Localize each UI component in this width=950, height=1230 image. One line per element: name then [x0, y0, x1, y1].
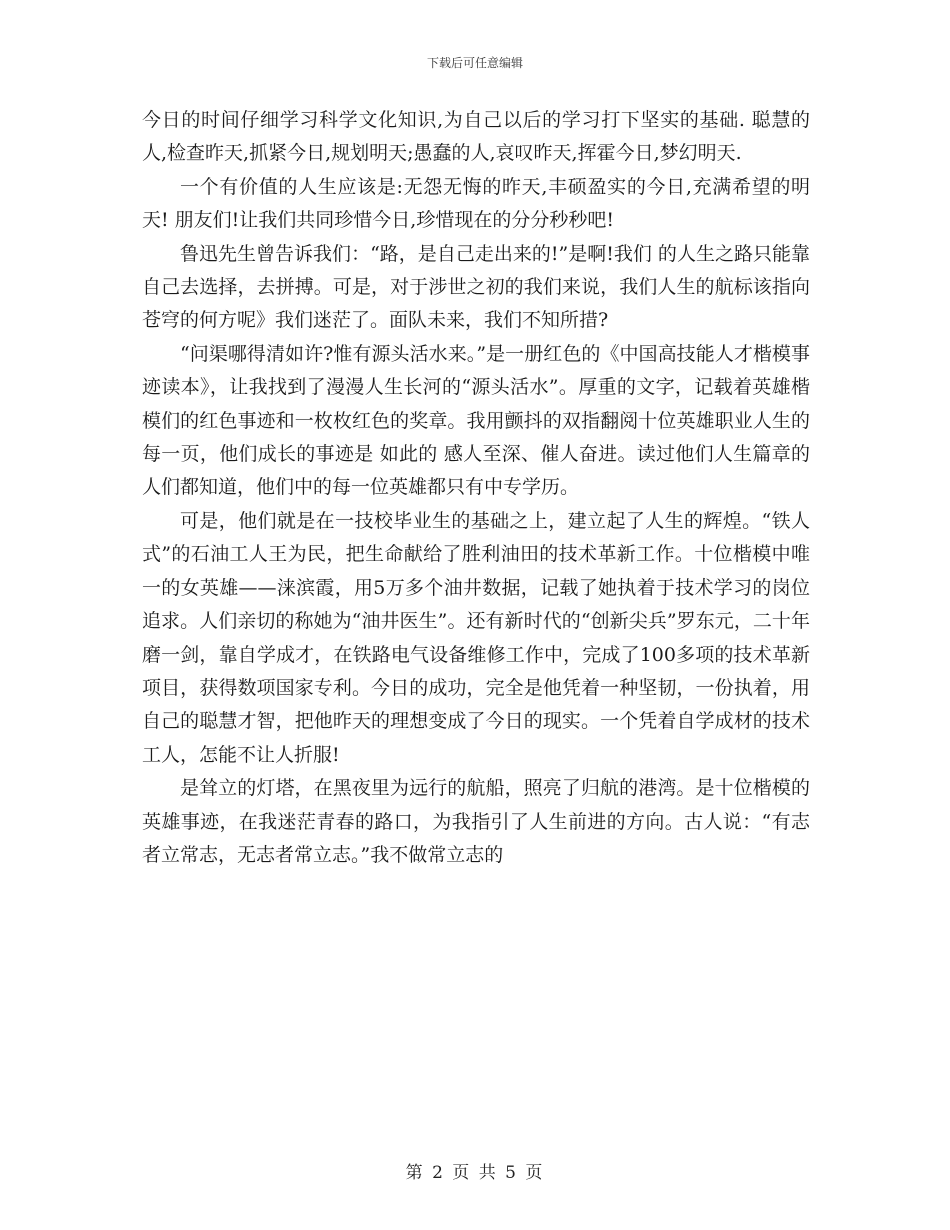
document-body	[142, 104, 810, 872]
page-footer: 第 2 页 共 5 页	[405, 1163, 545, 1183]
page-header: 下载后可任意编辑	[426, 56, 523, 70]
paragraph-4: “问渠哪得清如许?惟有源头活水来。”是一册红色的《中国高技能人才楷模事迹读本》，让我找到了漫漫人生长河的“源头活水”。厚重的文字，记载着英雄楷模们的红色事迹和一枚枚红色的奖章。我用颤抖的双指翻阅十位英雄职业人生的每一页，他们成长的事迹是 如此的 感人至深、催人奋进。读过他们人生篇章的人们都知道，他们中的每一位英雄都只有中专学历。	[142, 342, 810, 499]
paragraph-3: 鲁迅先生曾告诉我们：“路，是自己走出来的!”是啊!我们 的人生之路只能靠自己去选择，去拼搏。可是，对于涉世之初的我们来说，我们人生的航标该指向苍穹的何方呢》我们迷茫了。面队未来，我们不知所措?	[142, 242, 810, 332]
paragraph-5: 可是，他们就是在一技校毕业生的基础之上，建立起了人生的辉煌。“铁人式”的石油工人王为民，把生命献给了胜利油田的技术革新工作。十位楷模中唯一的女英雄——涞滨霞，用5万多个油井数据，记载了她执着于技术学习的岗位追求。人们亲切的称她为“油井医生”。还有新时代的“创新尖兵”罗东元，二十年磨一剑，靠自学成才，在铁路电气设备维修工作中，完成了100多项的技术革新项目，获得数项国家专利。今日的成功，完全是他凭着一种坚韧，一份执着，用自己的聪慧才智，把他昨天的理想变成了今日的现实。一个凭着自学成材的技术工人，怎能不让人折服!	[142, 509, 810, 766]
paragraph-2: 一个有价值的人生应该是:无怨无悔的昨天,丰硕盈实的今日,充满希望的明天! 朋友们!让我们共同珍惜今日,珍惜现在的分分秒秒吧!	[142, 175, 810, 232]
paragraph-1: 今日的时间仔细学习科学文化知识,为自己以后的学习打下坚实的基础. 聪慧的人,检查昨天,抓紧今日,规划明天;愚蠢的人,哀叹昨天,挥霍今日,梦幻明天.	[142, 109, 810, 165]
paragraph-6: 是耸立的灯塔，在黑夜里为远行的航船，照亮了归航的港湾。是十位楷模的英雄事迹，在我迷茫青春的路口，为我指引了人生前进的方向。古人说：“有志者立常志，无志者常立志。”我不做常立志的	[142, 777, 810, 866]
